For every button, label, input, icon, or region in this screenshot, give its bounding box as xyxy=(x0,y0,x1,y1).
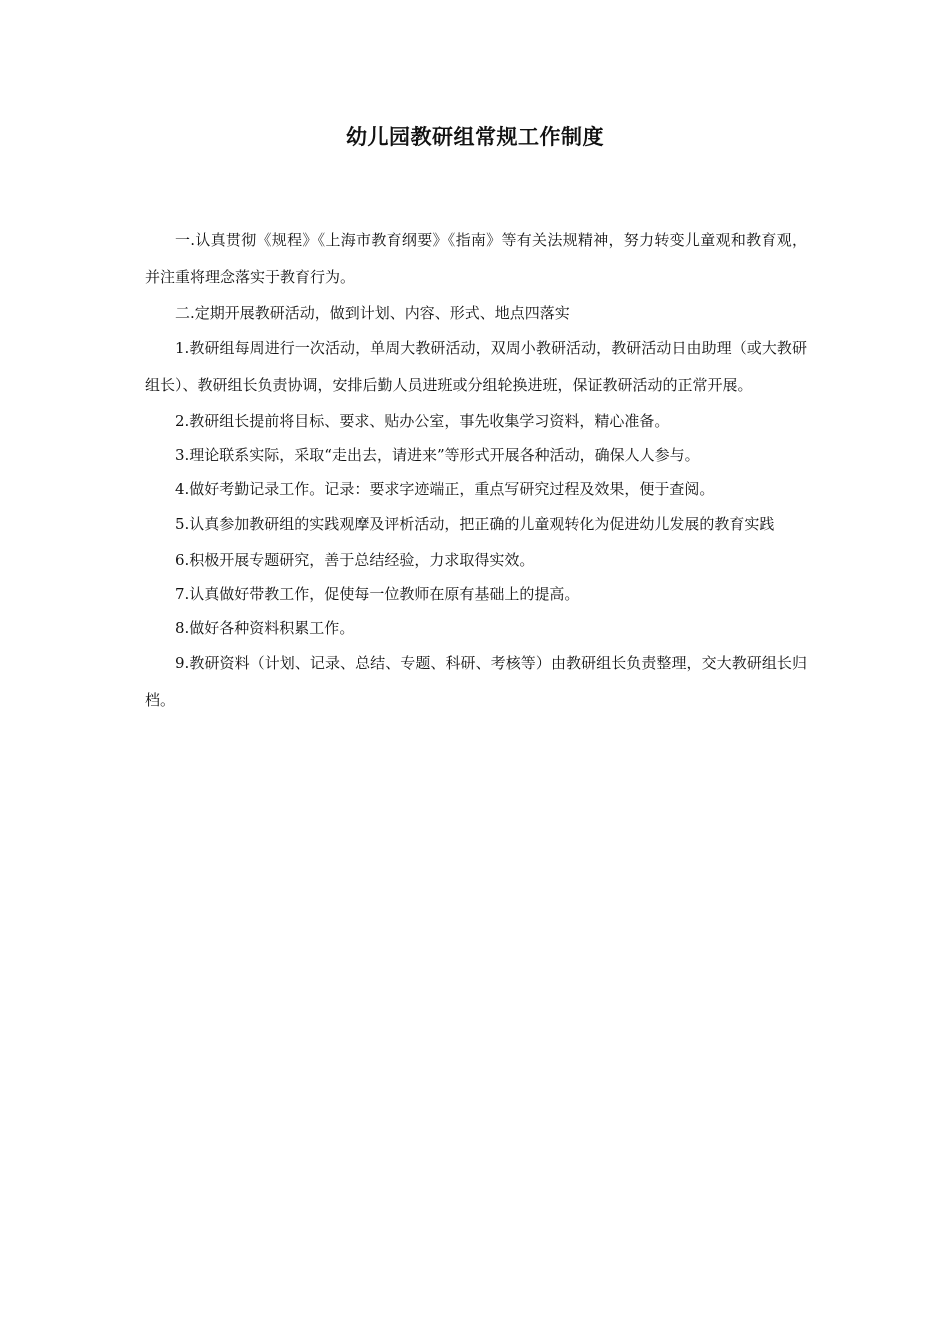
document-body xyxy=(145,222,807,719)
paragraph-10: 8.做好各种资料积累工作。 xyxy=(175,619,355,637)
paragraph-5: 3.理论联系实际，采取“走出去，请进来”等形式开展各种活动，确保人人参与。 xyxy=(175,446,700,464)
paragraph-9: 7.认真做好带教工作，促使每一位教师在原有基础上的提高。 xyxy=(175,585,580,603)
document-title: 幼儿园教研组常规工作制度 xyxy=(346,124,604,149)
paragraph-1: 一.认真贯彻《规程》《上海市教育纲要》《指南》等有关法规精神，努力转变儿童观和教育观，并注重将理念落实于教育行为。 xyxy=(145,231,807,286)
paragraph-3: 1.教研组每周进行一次活动，单周大教研活动，双周小教研活动，教研活动日由助理（或大教研组长）、教研组长负责协调，安排后勤人员进班或分组轮换进班，保证教研活动的正常开展。 xyxy=(145,339,807,394)
paragraph-11: 9.教研资料（计划、记录、总结、专题、科研、考核等）由教研组长负责整理，交大教研组长归档。 xyxy=(145,654,807,709)
paragraph-6: 4.做好考勤记录工作。记录：要求字迹端正，重点写研究过程及效果，便于查阅。 xyxy=(175,480,715,498)
paragraph-8: 6.积极开展专题研究，善于总结经验，力求取得实效。 xyxy=(175,551,535,569)
paragraph-4: 2.教研组长提前将目标、要求、贴办公室，事先收集学习资料，精心准备。 xyxy=(175,412,670,430)
paragraph-7: 5.认真参加教研组的实践观摩及评析活动，把正确的儿童观转化为促进幼儿发展的教育实践 xyxy=(175,515,775,533)
paragraph-2: 二.定期开展教研活动，做到计划、内容、形式、地点四落实 xyxy=(175,304,570,322)
